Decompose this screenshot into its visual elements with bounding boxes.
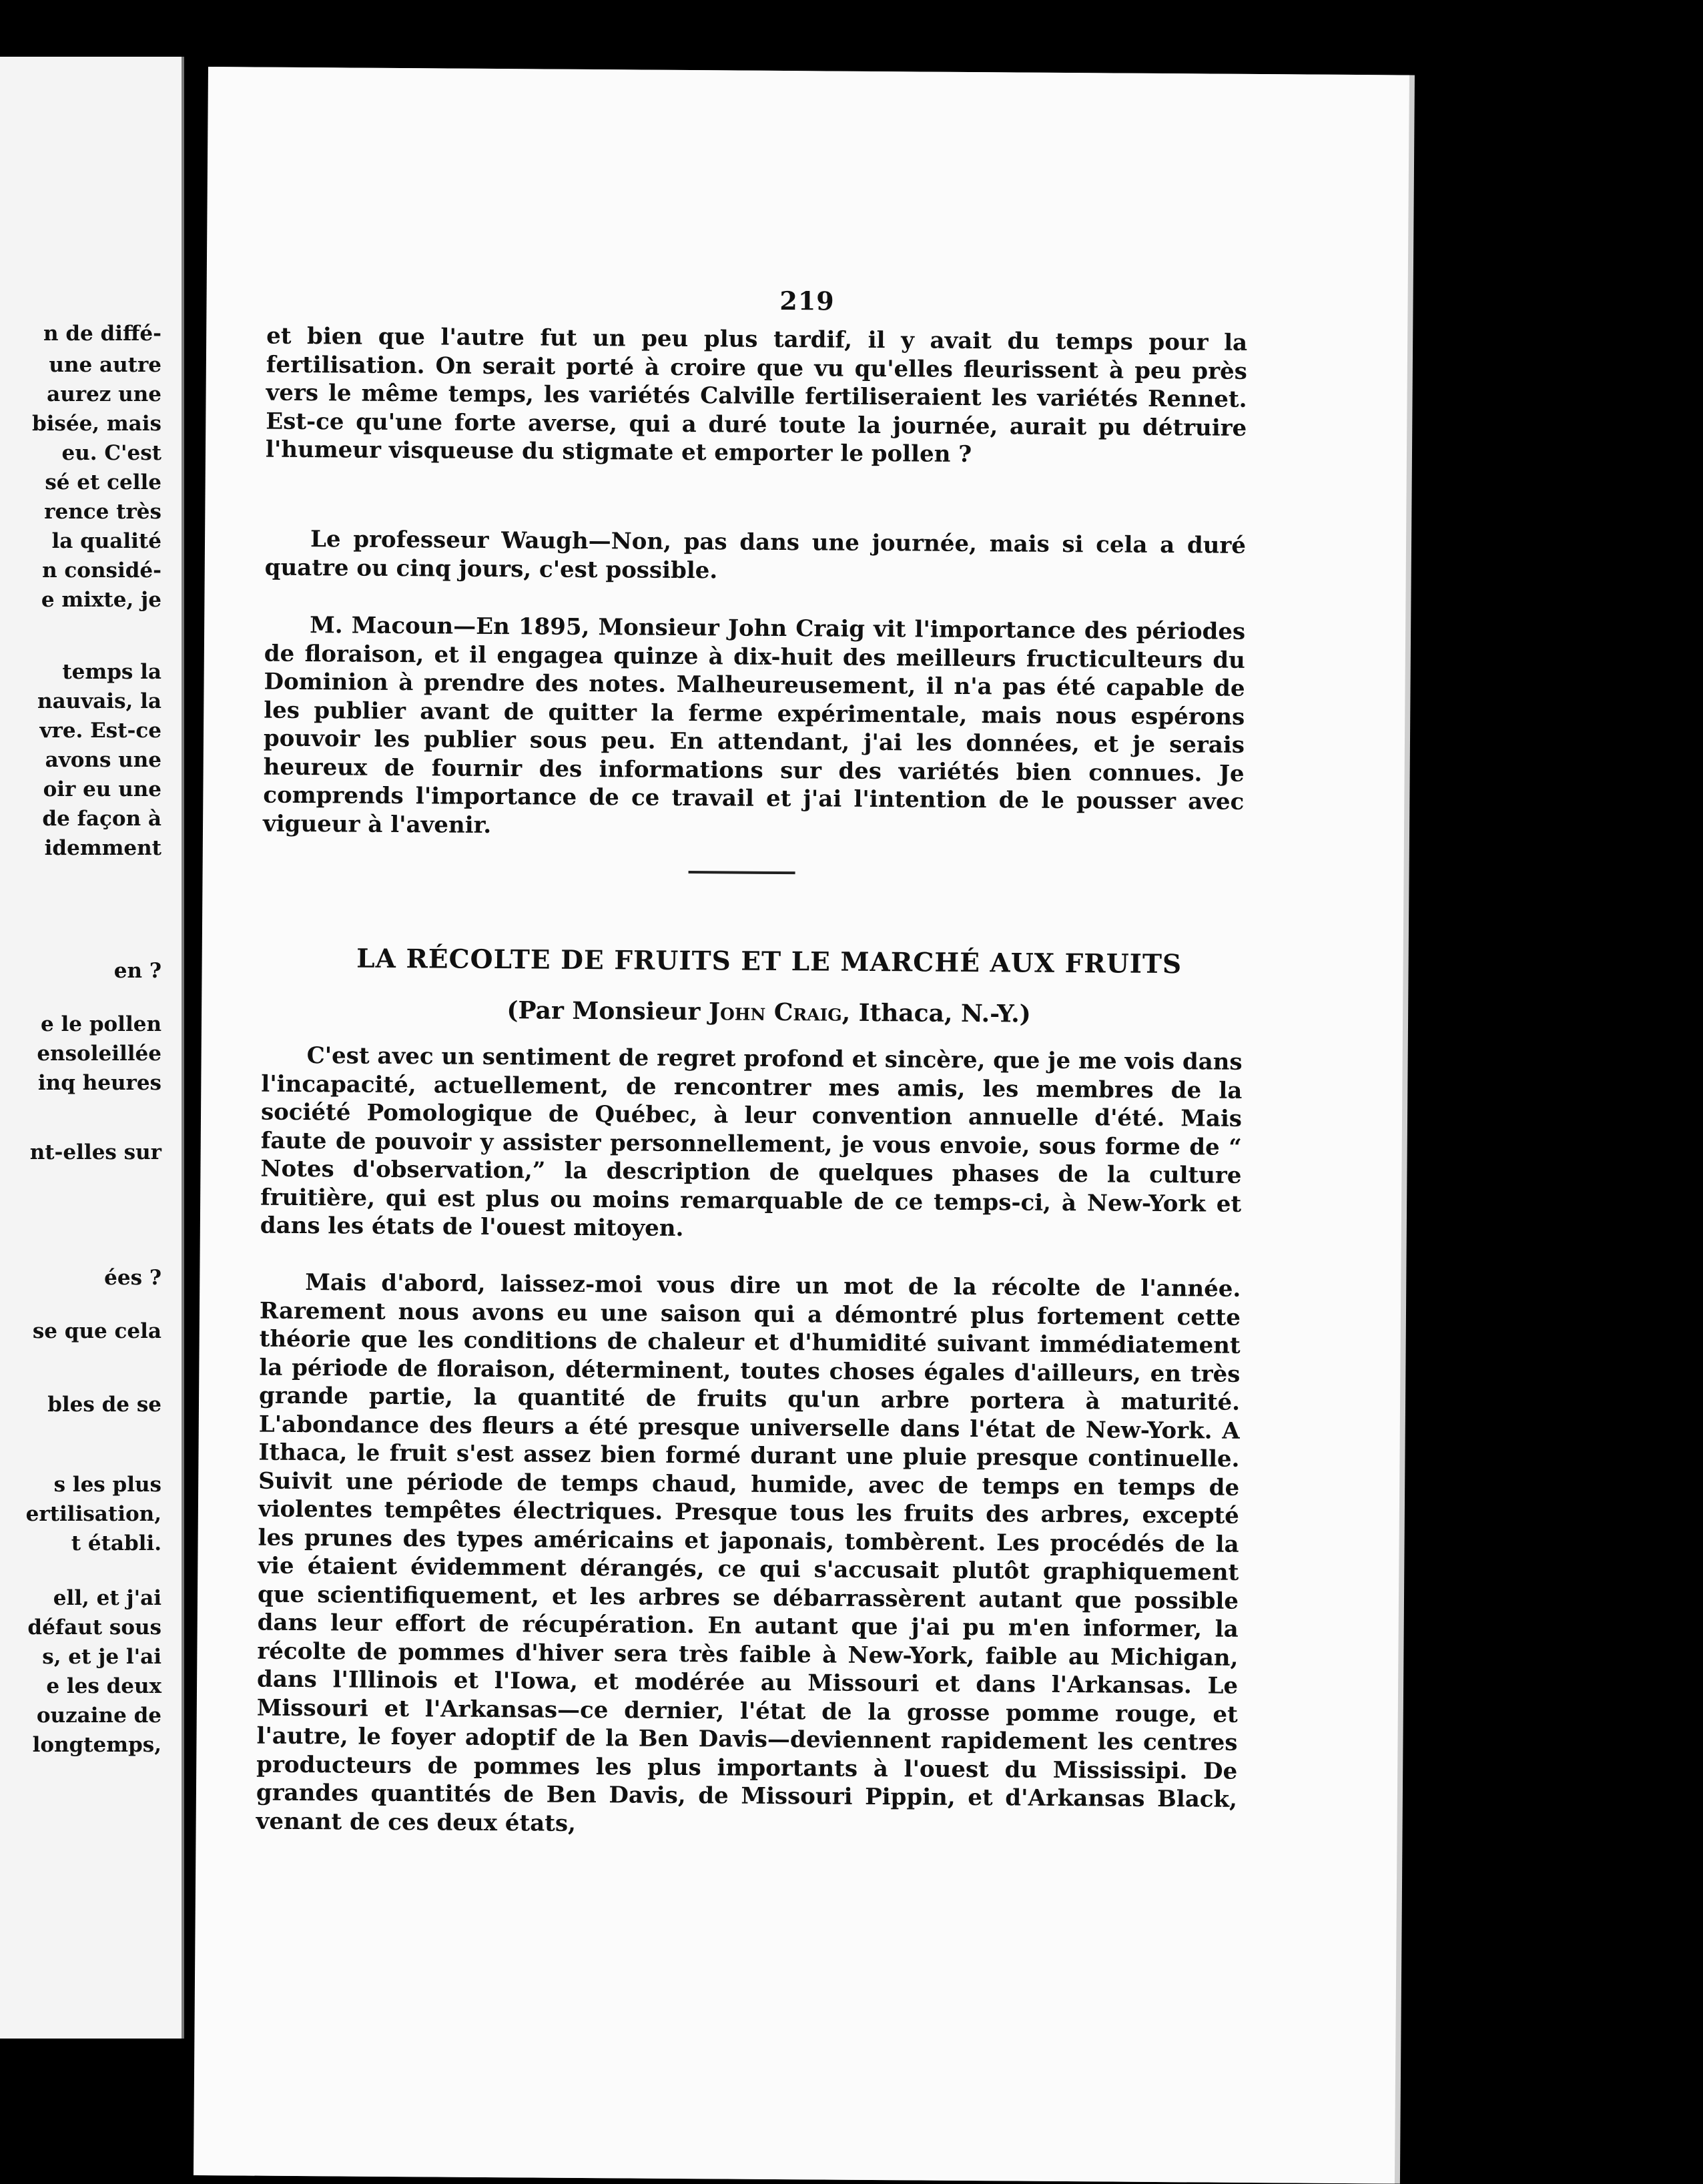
facing-page-line: sé et celle: [45, 470, 161, 494]
facing-page-line: e le pollen: [41, 1012, 161, 1036]
facing-page-line: aurez une: [47, 382, 161, 406]
facing-page-line: une autre: [49, 353, 161, 377]
section-divider: [689, 871, 795, 874]
page-number: 219: [779, 285, 835, 316]
facing-page-line: ensoleillée: [37, 1042, 161, 1066]
article-title: LA RÉCOLTE DE FRUITS ET LE MARCHÉ AUX FRUITS: [356, 943, 1182, 980]
paragraph-waugh: Le professeur Waugh—Non, pas dans une journée, mais si cela a duré quatre ou cinq jours, c'est possible.: [264, 526, 1247, 584]
facing-page-line: e mixte, je: [41, 588, 161, 612]
facing-page-line: vre. Est-ce: [39, 719, 161, 743]
facing-page-line: longtemps,: [32, 1733, 161, 1757]
facing-page-line: inq heures: [37, 1071, 161, 1095]
article-byline: [262, 995, 1276, 1030]
facing-page-line: avons une: [45, 748, 161, 772]
facing-page-line: ées ?: [104, 1266, 161, 1290]
facing-page-line: en ?: [113, 959, 161, 983]
paragraph-intro: C'est avec un sentiment de regret profond et sincère, que je me vois dans l'incapacité, actuellement, de rencontrer mes amis, les membres de la société Pomologique de Québec, à leur convention annuelle d'été. Mais faute de pouvoir y assister personnellement, je vous envoie, sous forme de “ Notes d'observation,” la description de quelques phases de la culture fruitière, qui est plus ou moins remarquable de ce temps-ci, à New-York et dans les états de l'ouest mitoyen.: [260, 1042, 1243, 1242]
byline-author: John Craig: [708, 998, 842, 1027]
facing-page-line: se que cela: [32, 1319, 161, 1343]
facing-page-line: ertilisation,: [25, 1502, 161, 1526]
facing-page-line: la qualité: [51, 529, 161, 553]
facing-page-line: bles de se: [47, 1393, 161, 1417]
facing-page-line: e les deux: [46, 1674, 161, 1698]
facing-page-fragment: [0, 57, 184, 2039]
facing-page-line: nt-elles sur: [29, 1140, 161, 1164]
facing-page-line: bisée, mais: [31, 412, 161, 436]
facing-page-line: s les plus: [53, 1473, 161, 1497]
facing-page-line: s, et je l'ai: [42, 1645, 161, 1669]
facing-page-line: t établi.: [71, 1531, 161, 1555]
book-page: [194, 67, 1409, 2183]
paragraph-harvest: Mais d'abord, laissez-moi vous dire un mot de la récolte de l'année. Rarement nous avons eu une saison qui a démontré plus fortement cette théorie que les conditions de chaleur et d'humidité suivant immédiatement la période de floraison, déterminent, toutes choses égales d'ailleurs, en très grande partie, la quantité de fruits qu'un arbre portera à maturité. L'abondance des fleurs a été presque universelle dans l'état de New-York. A Ithaca, le fruit s'est assez bien formé durant une pluie presque continuelle. Suivit une période de temps chaud, humide, avec de temps en temps de violentes tempêtes électriques. Presque tous les fruits des arbres, excepté les prunes des types américains et japonais, tombèrent. Les procédés de la vie étaient évidemment dérangés, ce qui s'accusait plutôt graphiquement que scientifiquement, et les arbres se débarrassèrent autant que possible dans leur effort de récupération. En autant que j'ai pu m'en informer, la récolte de pommes d'hiver sera très faible à New-York, faible au Michigan, dans l'Illinois et l'Iowa, et modérée au Missouri et dans l'Arkansas. Le Missouri et l'Arkansas—ce dernier, l'état de la grosse pomme rouge, et l'autre, le foyer adoptif de la Ben Davis—deviennent rapidement les centres producteurs de pommes les plus importants à l'ouest du Mississipi. De grandes quantités de Ben Davis, de Missouri Pippin, et d'Arkansas Black, venant de ces deux états,: [256, 1269, 1241, 1837]
facing-page-line: idemment: [44, 836, 161, 860]
facing-page-line: oir eu une: [43, 777, 161, 801]
byline-suffix: , Ithaca, N.-Y.): [841, 998, 1031, 1028]
facing-page-line: défaut sous: [27, 1615, 161, 1640]
facing-page-line: n de diffé-: [43, 322, 161, 346]
facing-page-line: ouzaine de: [36, 1704, 161, 1728]
facing-page-line: nauvais, la: [37, 689, 161, 713]
paragraph-macoun: M. Macoun—En 1895, Monsieur John Craig vit l'importance des périodes de floraison, et il engagea quinze à dix-huit des meilleurs fructiculteurs du Dominion à prendre des notes. Malheureusement, il n'a pas été capable de les publier avant de quitter la ferme expérimentale, mais nous espérons pouvoir les publier sous peu. En attendant, j'ai les données, et je serais heureux de fournir des informations sur des variétés bien connues. Je comprends l'importance de ce travail et j'ai l'intention de le pousser avec vigueur à l'avenir.: [262, 612, 1246, 839]
facing-page-line: temps la: [62, 660, 161, 684]
facing-page-line: n considé-: [42, 559, 161, 583]
facing-page-line: rence très: [44, 500, 161, 524]
byline-prefix: (Par Monsieur: [506, 996, 709, 1026]
facing-page-line: eu. C'est: [61, 441, 161, 465]
facing-page-line: de façon à: [42, 807, 161, 831]
paragraph-continuation: et bien que l'autre fut un peu plus tardif, il y avait du temps pour la fertilisation. On serait porté à croire que vu qu'elles fleurissent à peu près vers le même temps, les variétés Calville fertiliseraient les variétés Rennet. Est-ce qu'une forte averse, qui a duré toute la journée, aurait pu détruire l'humeur visqueuse du stigmate et emporter le pollen ?: [265, 322, 1248, 468]
facing-page-line: ell, et j'ai: [53, 1586, 161, 1610]
